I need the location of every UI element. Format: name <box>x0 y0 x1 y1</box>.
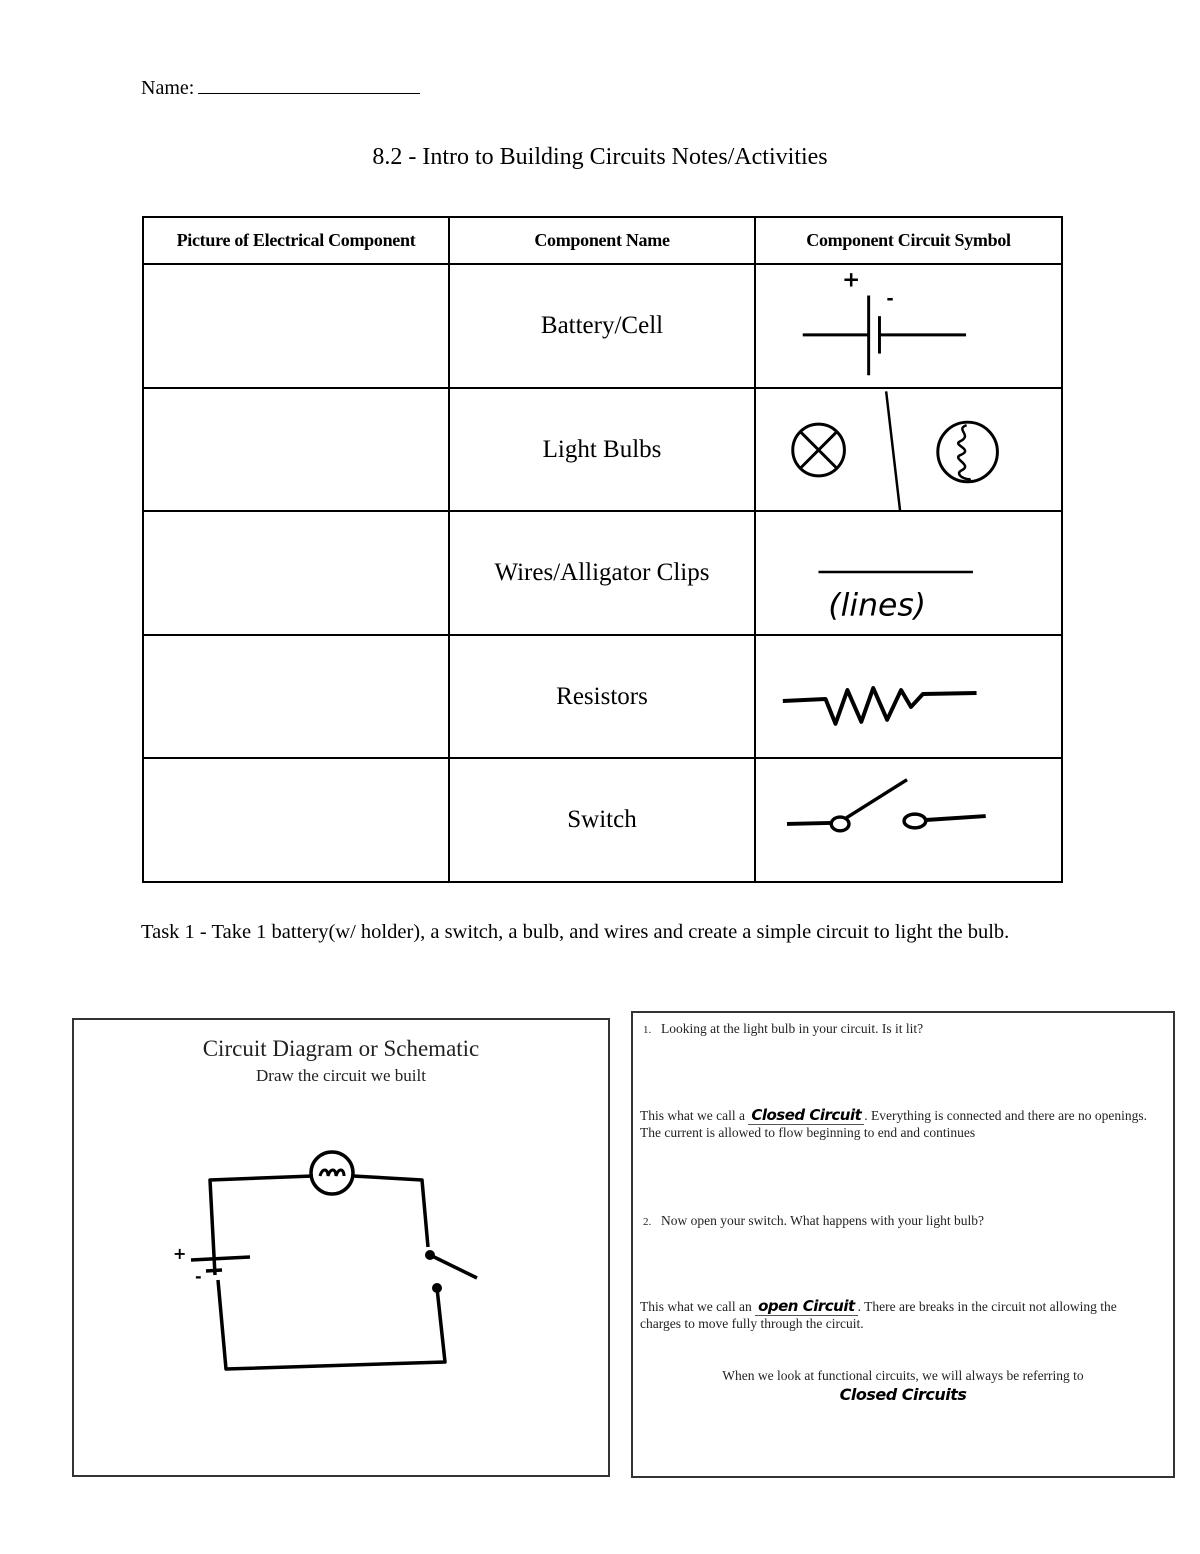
switch-symbol-icon <box>756 759 1061 881</box>
components-table <box>142 216 1063 883</box>
header-picture: Picture of Electrical Component <box>143 217 449 264</box>
open-circuit-answer: open Circuit <box>755 1297 858 1316</box>
functional-circuits-text: When we look at functional circuits, we will always be referring to <box>722 1368 1084 1383</box>
page-title: 8.2 - Intro to Building Circuits Notes/Activities <box>372 144 828 170</box>
question-1-number: 1. <box>643 1024 652 1036</box>
table-header-row <box>143 217 1062 264</box>
wire-lines-label: (lines) <box>828 587 927 624</box>
table-row <box>143 511 1062 635</box>
closed-circuit-statement <box>640 1107 1165 1141</box>
header-name: Component Name <box>449 217 755 264</box>
task-instructions: Task 1 - Take 1 battery(w/ holder), a switch, a bulb, and wires and create a simple circuit to light the bulb. <box>141 921 1010 943</box>
symbol-cell <box>755 511 1062 635</box>
battery-minus-label: - <box>886 289 894 310</box>
battery-symbol-icon <box>756 265 1061 387</box>
component-name: Light Bulbs <box>449 388 755 511</box>
question-2 <box>633 1213 1153 1229</box>
table-row <box>143 388 1062 511</box>
circuit-drawing <box>74 1020 612 1479</box>
component-name: Battery/Cell <box>449 264 755 388</box>
diagram-title: Circuit Diagram or Schematic <box>202 1036 480 1061</box>
closed-suffix: . Everything is connected and there are no openings. <box>864 1108 1147 1123</box>
closed-circuit-answer: Closed Circuit <box>748 1106 864 1125</box>
symbol-cell <box>755 758 1062 882</box>
open-circuit-statement <box>640 1298 1140 1332</box>
closed-prefix: This what we call a <box>640 1108 745 1123</box>
question-2-text: Now open your switch. What happens with your light bulb? <box>661 1213 984 1228</box>
header-symbol: Component Circuit Symbol <box>755 217 1062 264</box>
open-suffix: . There are breaks in the circuit not allowing the charges to move fully through the circuit. <box>640 1299 1117 1331</box>
open-prefix: This what we call an <box>640 1299 752 1314</box>
diagram-plus-label: + <box>173 1244 187 1263</box>
name-field <box>141 74 420 100</box>
name-blank-line <box>198 74 420 94</box>
picture-cell <box>143 758 449 882</box>
symbol-cell <box>755 388 1062 511</box>
questions-panel <box>631 1011 1175 1478</box>
picture-cell <box>143 511 449 635</box>
picture-cell <box>143 635 449 758</box>
diagram-minus-label: - <box>195 1267 202 1286</box>
diagram-subtitle: Draw the circuit we built <box>256 1066 426 1085</box>
circuit-diagram-panel <box>72 1018 610 1477</box>
table-row <box>143 264 1062 388</box>
question-2-number: 2. <box>643 1216 652 1228</box>
name-label: Name: <box>141 77 195 99</box>
component-name: Switch <box>449 758 755 882</box>
bulb-symbol-icon <box>756 389 1061 510</box>
picture-cell <box>143 388 449 511</box>
table-row <box>143 758 1062 882</box>
symbol-cell <box>755 264 1062 388</box>
functional-circuits-answer: Closed Circuits <box>839 1385 967 1404</box>
symbol-cell <box>755 635 1062 758</box>
table-row <box>143 635 1062 758</box>
component-name: Resistors <box>449 635 755 758</box>
resistor-symbol-icon <box>756 636 1061 757</box>
component-name: Wires/Alligator Clips <box>449 511 755 635</box>
battery-plus-label: + <box>842 267 861 293</box>
question-1 <box>633 1021 1153 1037</box>
wire-symbol-icon <box>756 512 1061 634</box>
closed-line-2: The current is allowed to flow beginning to end and continues <box>640 1125 976 1140</box>
picture-cell <box>143 264 449 388</box>
question-1-text: Looking at the light bulb in your circuit. Is it lit? <box>661 1021 924 1036</box>
